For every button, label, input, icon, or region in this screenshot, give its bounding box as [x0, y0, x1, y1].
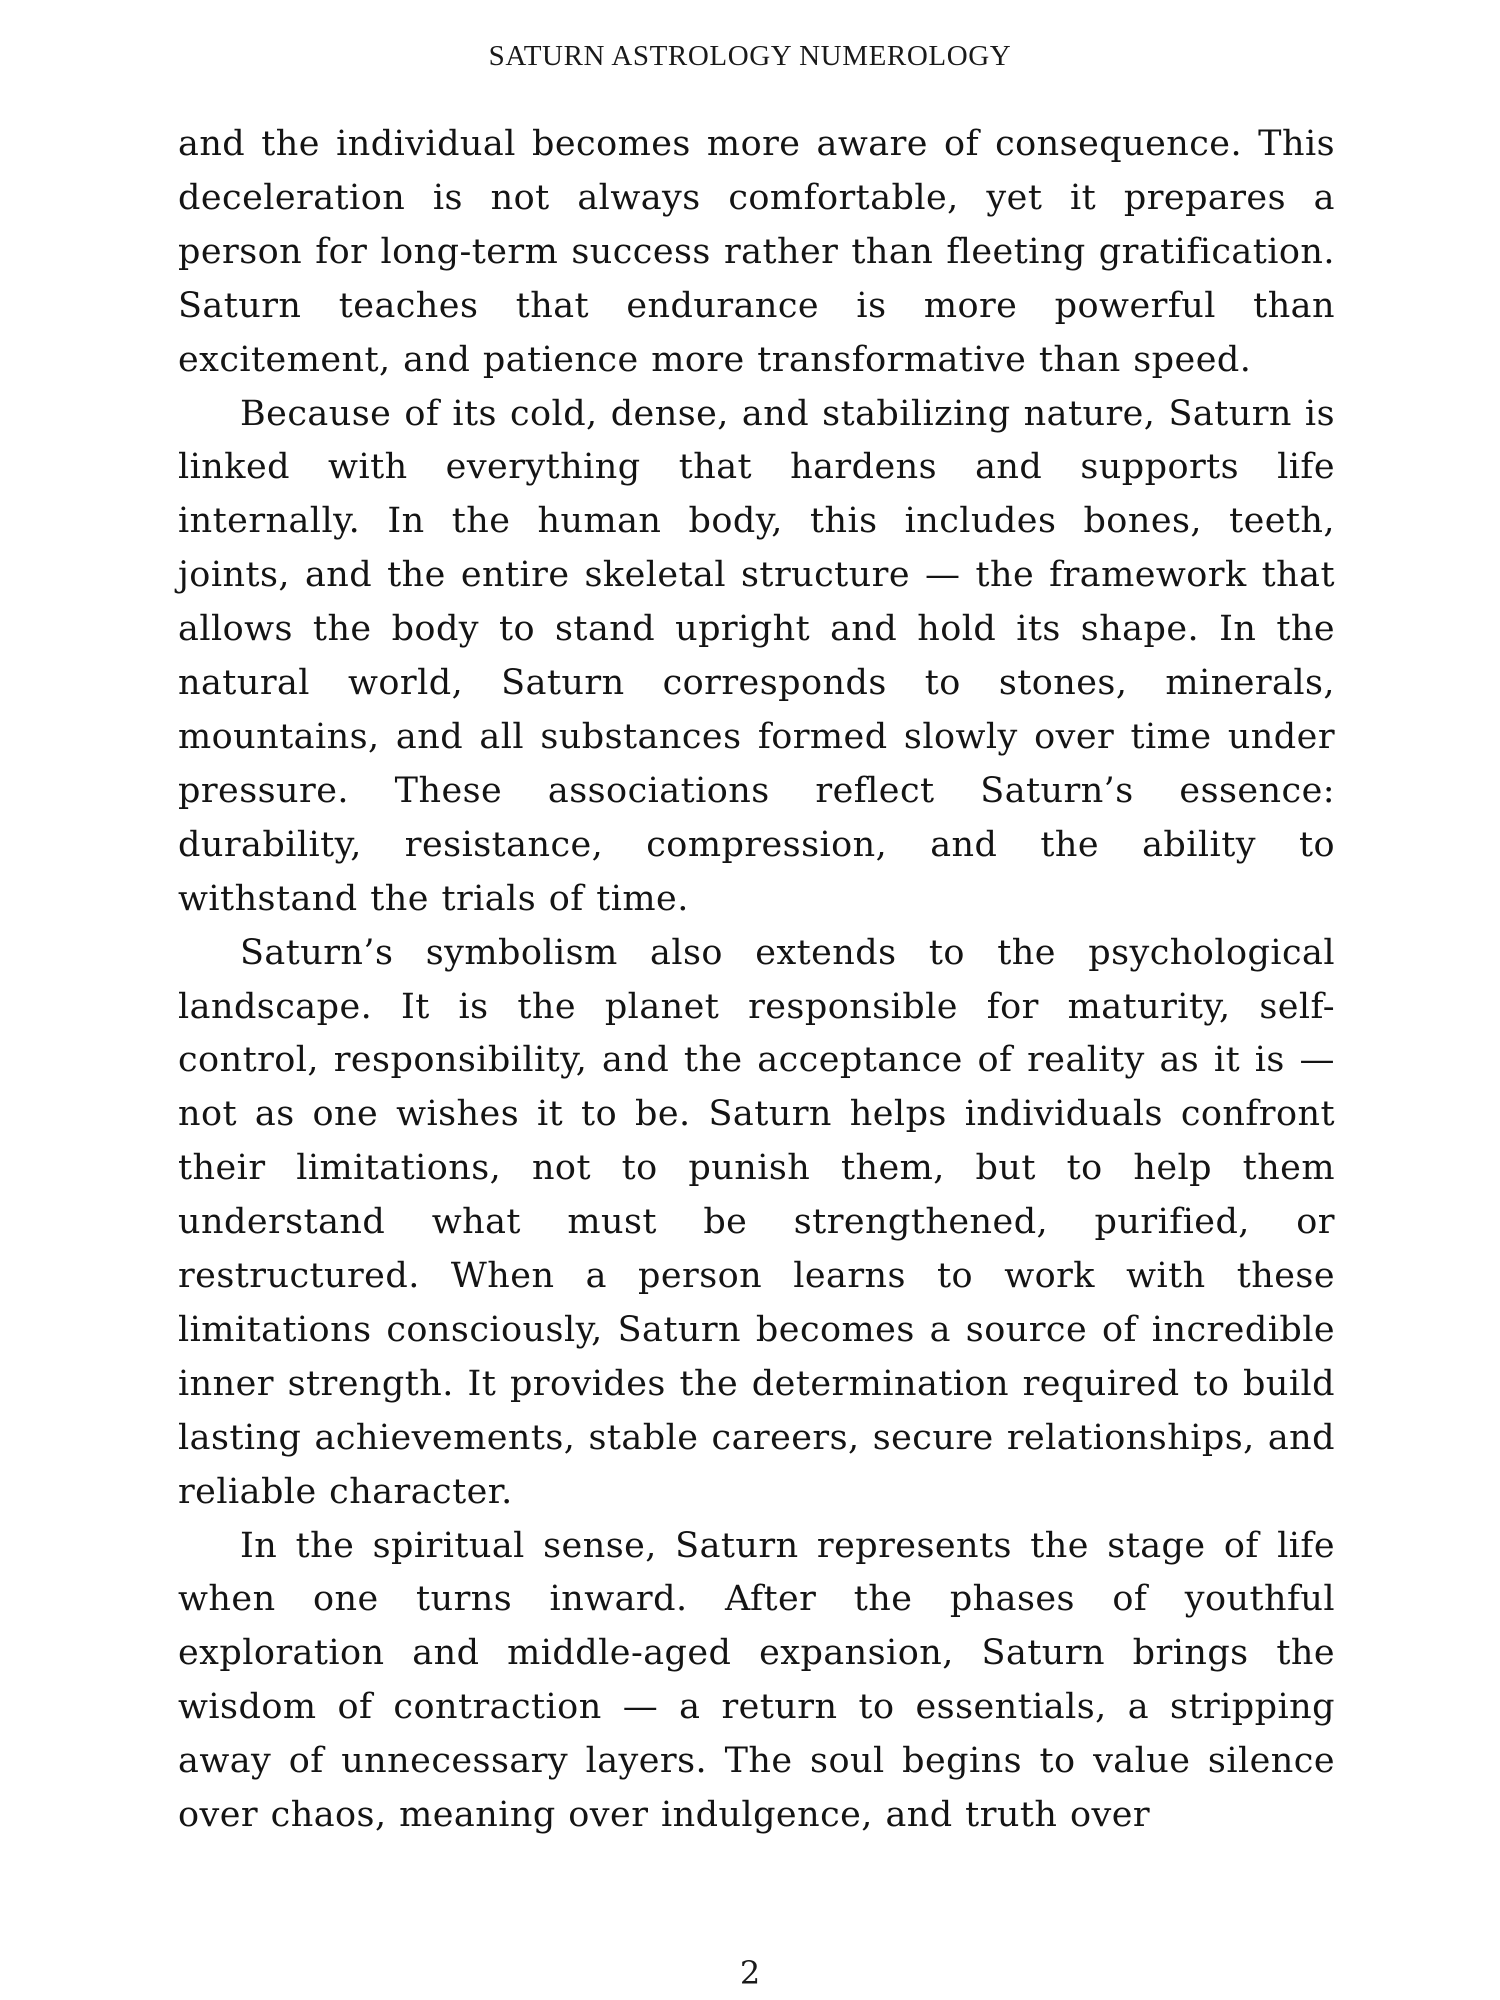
paragraph-saturn-nature: Because of its cold, dense, and stabilizing nature, Saturn is linked with everything that hardens and supports life internally. In the human body, this includes bones, teeth, joints, and the entire skeletal structure — the framework that allows the body to stand upright and hold its shape. In the natural world, Saturn corresponds to stones, minerals, mountains, and all substances formed slowly over time under pressure. These associations reflect Saturn’s essence: durability, resistance, compression, and the ability to withstand the trials of time.	[178, 393, 1335, 919]
paragraph-psychological-landscape: Saturn’s symbolism also extends to the psychological landscape. It is the planet responsible for maturity, self-control, responsibility, and the acceptance of reality as it is — not as one wishes it to be. Saturn helps individuals confront their limitations, not to punish them, but to help them understand what must be strengthened, purified, or restructured. When a person learns to work with these limitations consciously, Saturn becomes a source of incredible inner strength. It provides the determination required to build lasting achievements, stable careers, secure relationships, and reliable character.	[178, 932, 1335, 1512]
body-text	[178, 118, 1335, 1843]
running-header-title: SATURN ASTROLOGY NUMEROLOGY	[488, 40, 1012, 72]
page-number: 2	[739, 1954, 761, 1992]
paragraph-continued: and the individual becomes more aware of consequence. This deceleration is not always comfortable, yet it prepares a person for long-term success rather than fleeting gratification. Saturn teaches that endurance is more powerful than excitement, and patience more transformative than speed.	[178, 124, 1335, 380]
paragraph-spiritual-sense: In the spiritual sense, Saturn represents the stage of life when one turns inward. After the phases of youthful exploration and middle-aged expansion, Saturn brings the wisdom of contraction — a return to essentials, a stripping away of unnecessary layers. The soul begins to value silence over chaos, meaning over indulgence, and truth over	[178, 1525, 1335, 1836]
